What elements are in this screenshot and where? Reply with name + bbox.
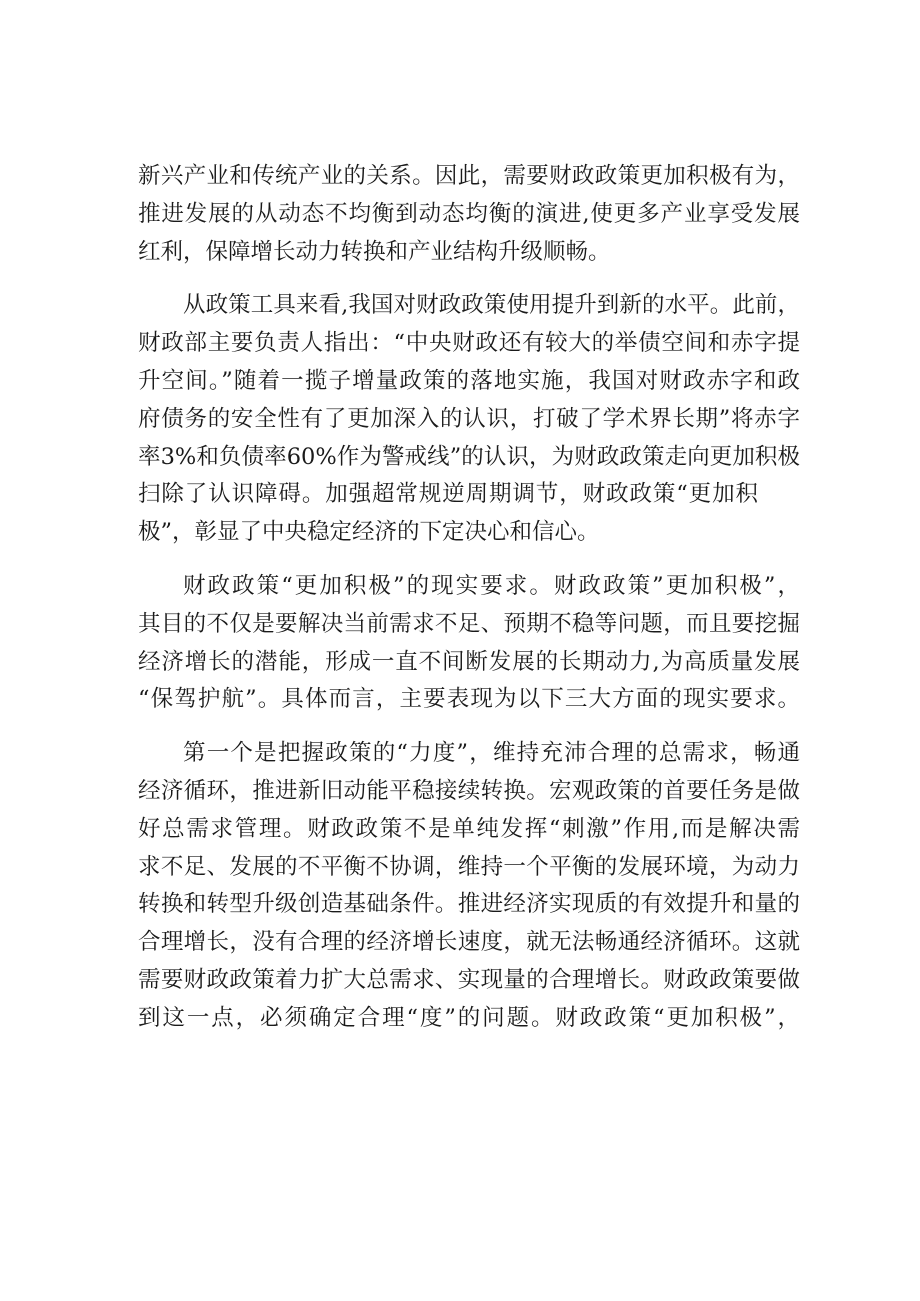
- text-line: 府债务的安全性有了更加深入的认识，打破了学术界长期”将赤字: [138, 405, 800, 432]
- text-line: 扫除了认识障碍。加强超常规逆周期调节，财政政策“更加积: [138, 481, 758, 508]
- text-line: 新兴产业和传统产业的关系。因此，需要财政政策更加积极有为，: [138, 163, 800, 189]
- text-line: 到这一点，必须确定合理“度”的问题。财政政策“更加积极”，: [138, 1004, 800, 1031]
- text-line: “保驾护航”。具体而言，主要表现为以下三大方面的现实要求。: [138, 686, 800, 713]
- text-line: 第一个是把握政策的“力度”，维持充沛合理的总需求，畅通: [183, 740, 800, 767]
- text-line: 合理增长，没有合理的经济增长速度，就无法畅通经济循环。这就: [138, 929, 800, 956]
- text-line: 求不足、发展的不平衡不协调，维持一个平衡的发展环境，为动力: [138, 853, 800, 880]
- text-line: 经济增长的潜能，形成一直不间断发展的长期动力,为高质量发展: [138, 648, 800, 675]
- text-line: 财政政策“更加积极”的现实要求。财政政策”更加积极”，: [183, 572, 800, 599]
- text-line: 率3%和负债率60%作为警戒线”的认识，为财政政策走向更加积极: [138, 443, 800, 470]
- text-line: 推进发展的从动态不均衡到动态均衡的演进,使更多产业享受发展: [138, 200, 800, 227]
- text-line: 转换和转型升级创造基础条件。推进经济实现质的有效提升和量的: [138, 891, 800, 918]
- text-line: 其目的不仅是要解决当前需求不足、预期不稳等问题，而且要挖掘: [138, 610, 800, 637]
- paragraph-1: [138, 158, 800, 271]
- text-line: 需要财政政策着力扩大总需求、实现量的合理增长。财政政策要做: [138, 966, 800, 993]
- text-line: 升空间。”随着一揽子增量政策的落地实施，我国对财政赤字和政: [138, 367, 800, 394]
- text-line: 好总需求管理。财政政策不是单纯发挥“刺激”作用,而是解决需: [138, 815, 800, 842]
- text-line: 经济循环，推进新旧动能平稳接续转换。宏观政策的首要任务是做: [138, 777, 800, 804]
- text-line: 从政策工具来看,我国对财政政策使用提升到新的水平。此前，: [183, 292, 800, 319]
- text-line: 红利，保障增长动力转换和产业结构升级顺畅。: [138, 238, 611, 265]
- text-line: 财政部主要负责人指出：“中央财政还有较大的举债空间和赤字提: [138, 330, 800, 357]
- text-line: 极”，彰显了中央稳定经济的下定决心和信心。: [138, 519, 600, 546]
- paragraph-3: [138, 568, 800, 719]
- paragraph-2: [138, 287, 800, 552]
- paragraph-4: [138, 735, 800, 1037]
